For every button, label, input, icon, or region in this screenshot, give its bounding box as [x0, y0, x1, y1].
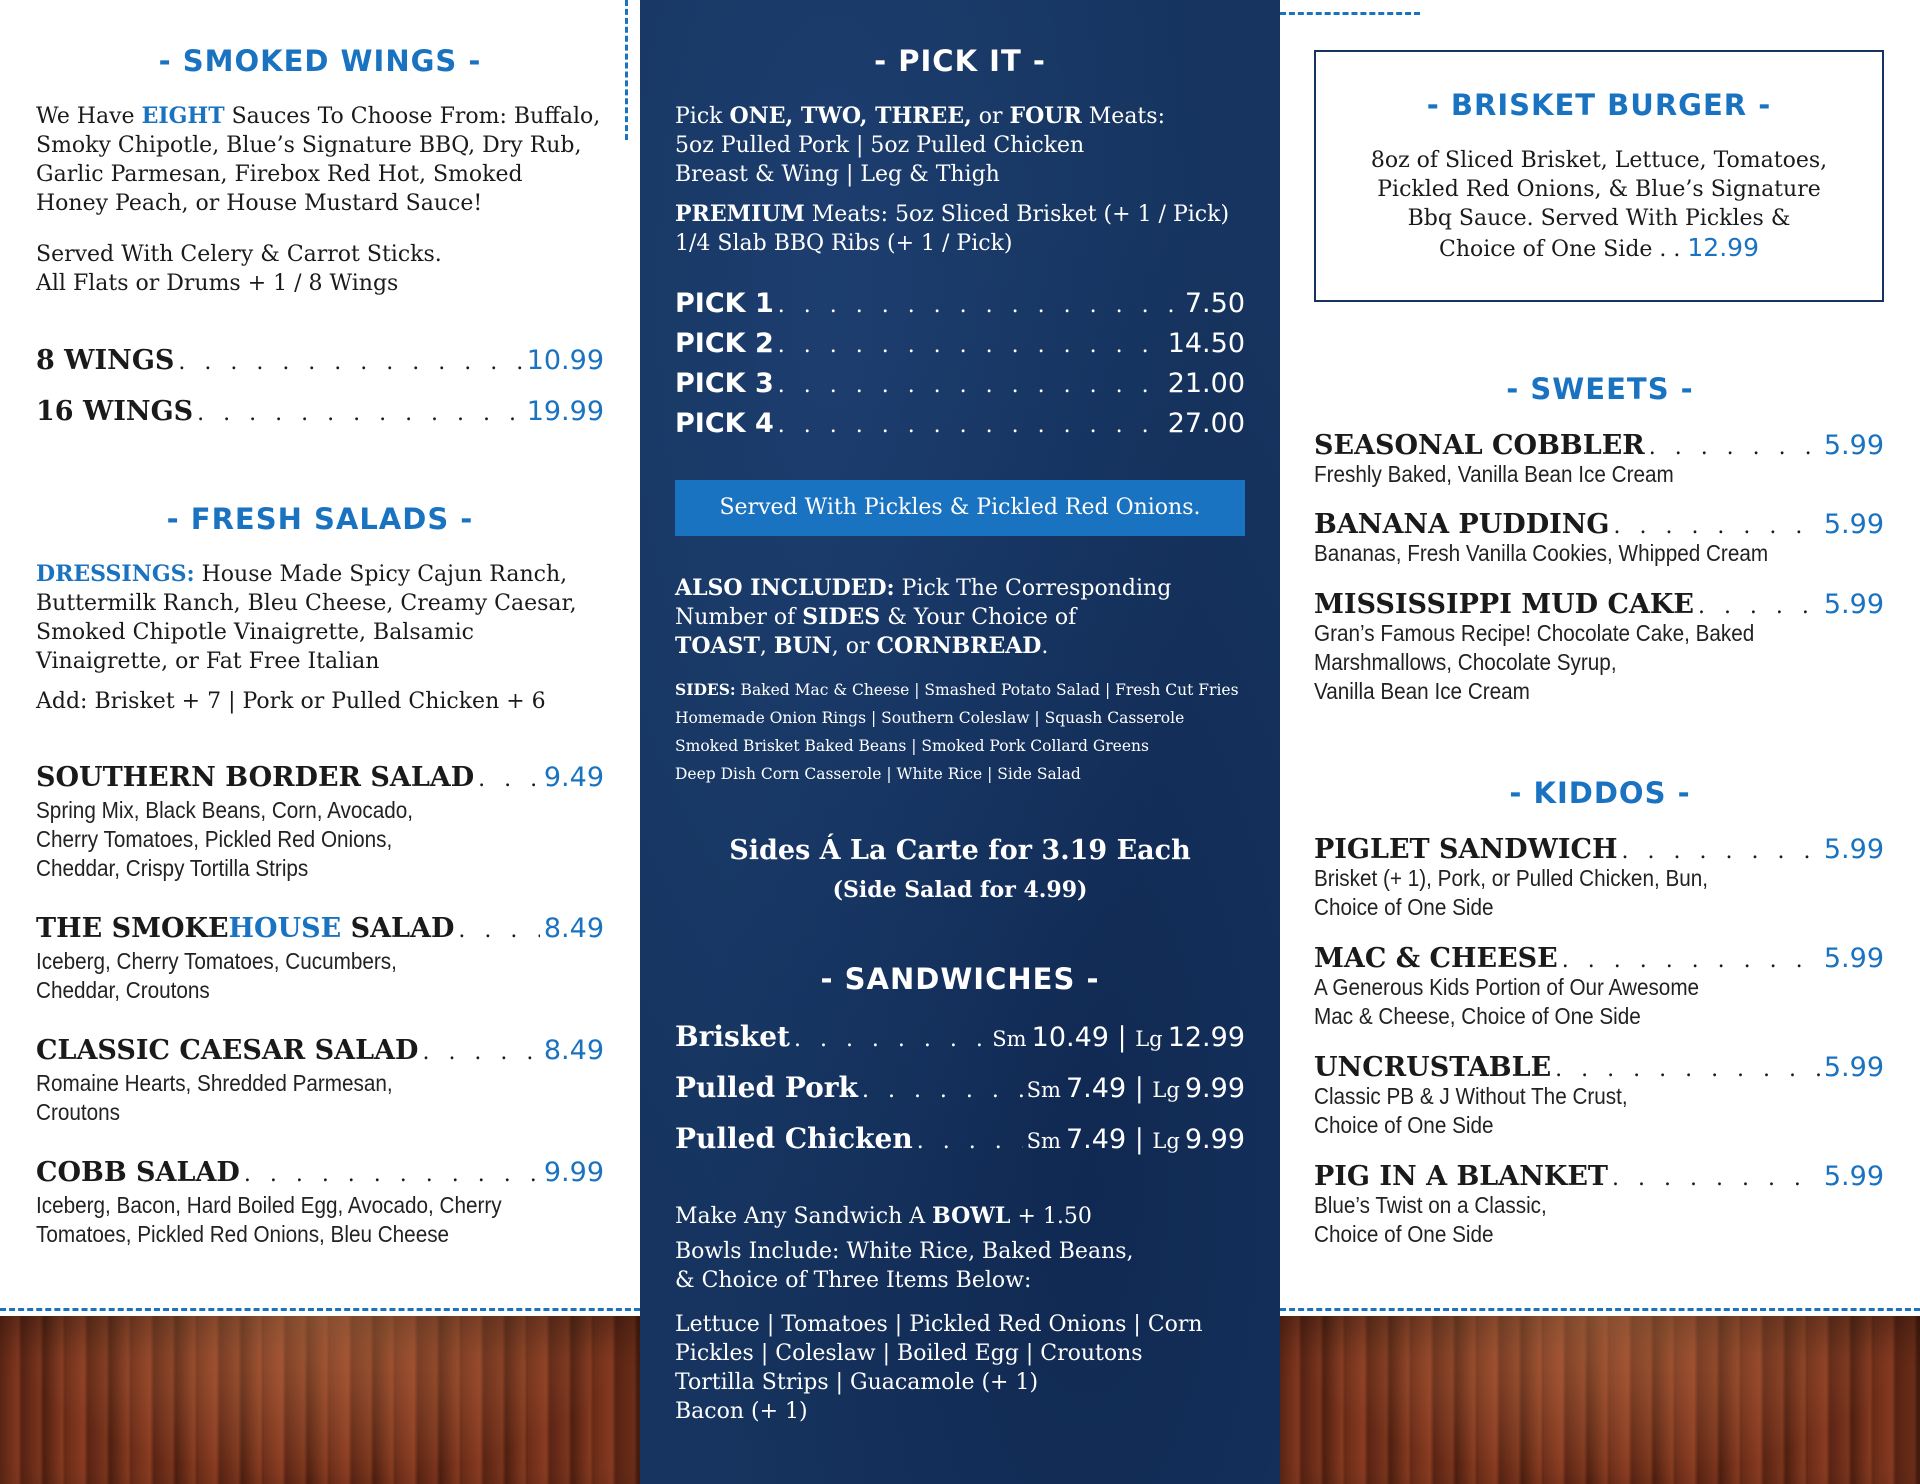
also-included: ALSO INCLUDED: Pick The Corresponding Number of SIDES & Your Choice of TOAST, BUN, or CORNBREAD. [675, 575, 1172, 659]
fresh-salads-heading: - FRESH SALADS - [166, 502, 474, 536]
pig-blanket-desc: Blue’s Twist on a Classic, Choice of One Side [1314, 1192, 1547, 1247]
menu-item-8-wings: 8 WINGS . . . 10.99 [36, 345, 604, 376]
sides-list: SIDES: Baked Mac & Cheese | Smashed Potato Salad | Fresh Cut Fries Homemade Onion Rings | Southern Coleslaw | Squash Casserole Smoked Brisket Baked Beans | Smoked Pork Collard Greens Deep Dish Corn Casserole | White Rice | Side Salad [675, 680, 1239, 783]
cobbler-desc: Freshly Baked, Vanilla Bean Ice Cream [1314, 461, 1674, 487]
bowl-items: Lettuce | Tomatoes | Pickled Red Onions | Corn Pickles | Coleslaw | Boiled Egg | Croutons Tortilla Strips | Guacamole (+ 1) Bacon (+ 1) [675, 1312, 1203, 1424]
pickles-banner: Served With Pickles & Pickled Red Onions. [675, 480, 1245, 536]
caesar-desc: Romaine Hearts, Shredded Parmesan, Croutons [36, 1070, 393, 1125]
menu-item-pulled-pork-sandwich: Pulled Pork . . . Sm 7.49 | Lg 9.99 [675, 1071, 1245, 1104]
uncrustable-desc: Classic PB & J Without The Crust, Choice of One Side [1314, 1083, 1628, 1138]
mac-cheese-desc: A Generous Kids Portion of Our Awesome Mac & Cheese, Choice of One Side [1314, 974, 1700, 1029]
pick-it-heading: - PICK IT - [874, 44, 1046, 78]
dashed-divider [1280, 1308, 1920, 1311]
pick-intro: Pick ONE, TWO, THREE, or FOUR Meats: 5oz Pulled Pork | 5oz Pulled Chicken Breast & Wing | Leg & Thigh [675, 103, 1165, 187]
menu-item-kids-mac-cheese: MAC & CHEESE . . . 5.99 [1314, 943, 1884, 974]
brisket-burger-price: 12.99 [1687, 233, 1759, 262]
menu-item-smokehouse-salad: THE SMOKEHOUSE SALAD . . . 8.49 [36, 913, 604, 944]
brisket-burger-heading: - BRISKET BURGER - [1426, 88, 1772, 122]
menu-item-brisket-sandwich: Brisket . . . Sm 10.49 | Lg 12.99 [675, 1020, 1245, 1053]
dashed-divider [1280, 12, 1420, 15]
pudding-desc: Bananas, Fresh Vanilla Cookies, Whipped Cream [1314, 540, 1769, 566]
sides-a-la-carte: Sides Á La Carte for 3.19 Each [729, 835, 1191, 866]
smokehouse-desc: Iceberg, Cherry Tomatoes, Cucumbers, Cheddar, Croutons [36, 948, 397, 1003]
premium-meats: PREMIUM Meats: 5oz Sliced Brisket (+ 1 / Pick) 1/4 Slab BBQ Ribs (+ 1 / Pick) [675, 201, 1230, 256]
add-protein-line: Add: Brisket + 7 | Pork or Pulled Chicken + 6 [36, 689, 546, 714]
menu-item-classic-caesar-salad: CLASSIC CAESAR SALAD . . . 8.49 [36, 1035, 604, 1066]
menu-item-pig-in-a-blanket: PIG IN A BLANKET . . . 5.99 [1314, 1161, 1884, 1192]
sweets-heading: - SWEETS - [1506, 372, 1694, 406]
menu-item-pick-2: PICK 2 . . . 14.50 [675, 328, 1245, 359]
kiddos-heading: - KIDDOS - [1509, 776, 1691, 810]
menu-item-banana-pudding: BANANA PUDDING . . . 5.99 [1314, 509, 1884, 540]
cobb-desc: Iceberg, Bacon, Hard Boiled Egg, Avocado, Cherry Tomatoes, Pickled Red Onions, Bleu Cheese [36, 1192, 502, 1247]
menu-item-pick-4: PICK 4 . . . 27.00 [675, 408, 1245, 439]
menu-item-pick-3: PICK 3 . . . 21.00 [675, 368, 1245, 399]
left-panel [0, 0, 640, 1484]
wood-panel-decoration [0, 1316, 640, 1484]
menu-item-pulled-chicken-sandwich: Pulled Chicken . . . Sm 7.49 | Lg 9.99 [675, 1122, 1245, 1155]
menu-item-cobb-salad: COBB SALAD . . . 9.99 [36, 1157, 604, 1188]
smoked-wings-heading: - SMOKED WINGS - [158, 44, 482, 78]
wood-panel-decoration [1280, 1316, 1920, 1484]
menu-item-southern-border-salad: SOUTHERN BORDER SALAD . . . 9.49 [36, 762, 604, 793]
wings-note: Served With Celery & Carrot Sticks. All Flats or Drums + 1 / 8 Wings [36, 242, 442, 296]
menu-item-mississippi-mud-cake: MISSISSIPPI MUD CAKE . . . 5.99 [1314, 589, 1884, 620]
dashed-divider [0, 1308, 640, 1311]
wings-intro: We Have EIGHT Sauces To Choose From: Buffalo, Smoky Chipotle, Blue’s Signature BBQ, Dry Rub, Garlic Parmesan, Firebox Red Hot, Smoked Honey Peach, or House Mustard Sauce! [36, 103, 601, 216]
bowl-info: Make Any Sandwich A BOWL + 1.50 Bowls Include: White Rice, Baked Beans, & Choice of Three Items Below: [675, 1203, 1134, 1293]
menu-item-uncrustable: UNCRUSTABLE . . . 5.99 [1314, 1052, 1884, 1083]
menu-item-seasonal-cobbler: SEASONAL COBBLER . . . 5.99 [1314, 430, 1884, 461]
mud-cake-desc: Gran’s Famous Recipe! Chocolate Cake, Baked Marshmallows, Chocolate Syrup, Vanilla Bean Ice Cream [1314, 620, 1755, 704]
sandwiches-heading: - SANDWICHES - [820, 962, 1100, 996]
side-salad-price: (Side Salad for 4.99) [832, 877, 1088, 903]
dressings-text: DRESSINGS: House Made Spicy Cajun Ranch, Buttermilk Ranch, Bleu Cheese, Creamy Caesar, Smoked Chipotle Vinaigrette, Balsamic Vinaigrette, or Fat Free Italian [36, 561, 577, 674]
piglet-desc: Brisket (+ 1), Pork, or Pulled Chicken, Bun, Choice of One Side [1314, 865, 1709, 920]
brisket-burger-desc: 8oz of Sliced Brisket, Lettuce, Tomatoes, Pickled Red Onions, & Blue’s Signature Bbq Sauce. Served With Pickles & Choice of One Side . . 12.99 [1370, 148, 1828, 262]
menu-item-16-wings: 16 WINGS . . . 19.99 [36, 396, 604, 427]
menu-item-pick-1: PICK 1 . . . 7.50 [675, 288, 1245, 319]
menu-item-piglet-sandwich: PIGLET SANDWICH . . . 5.99 [1314, 834, 1884, 865]
southern-border-desc: Spring Mix, Black Beans, Corn, Avocado, Cherry Tomatoes, Pickled Red Onions, Cheddar, Crispy Tortilla Strips [36, 797, 414, 881]
